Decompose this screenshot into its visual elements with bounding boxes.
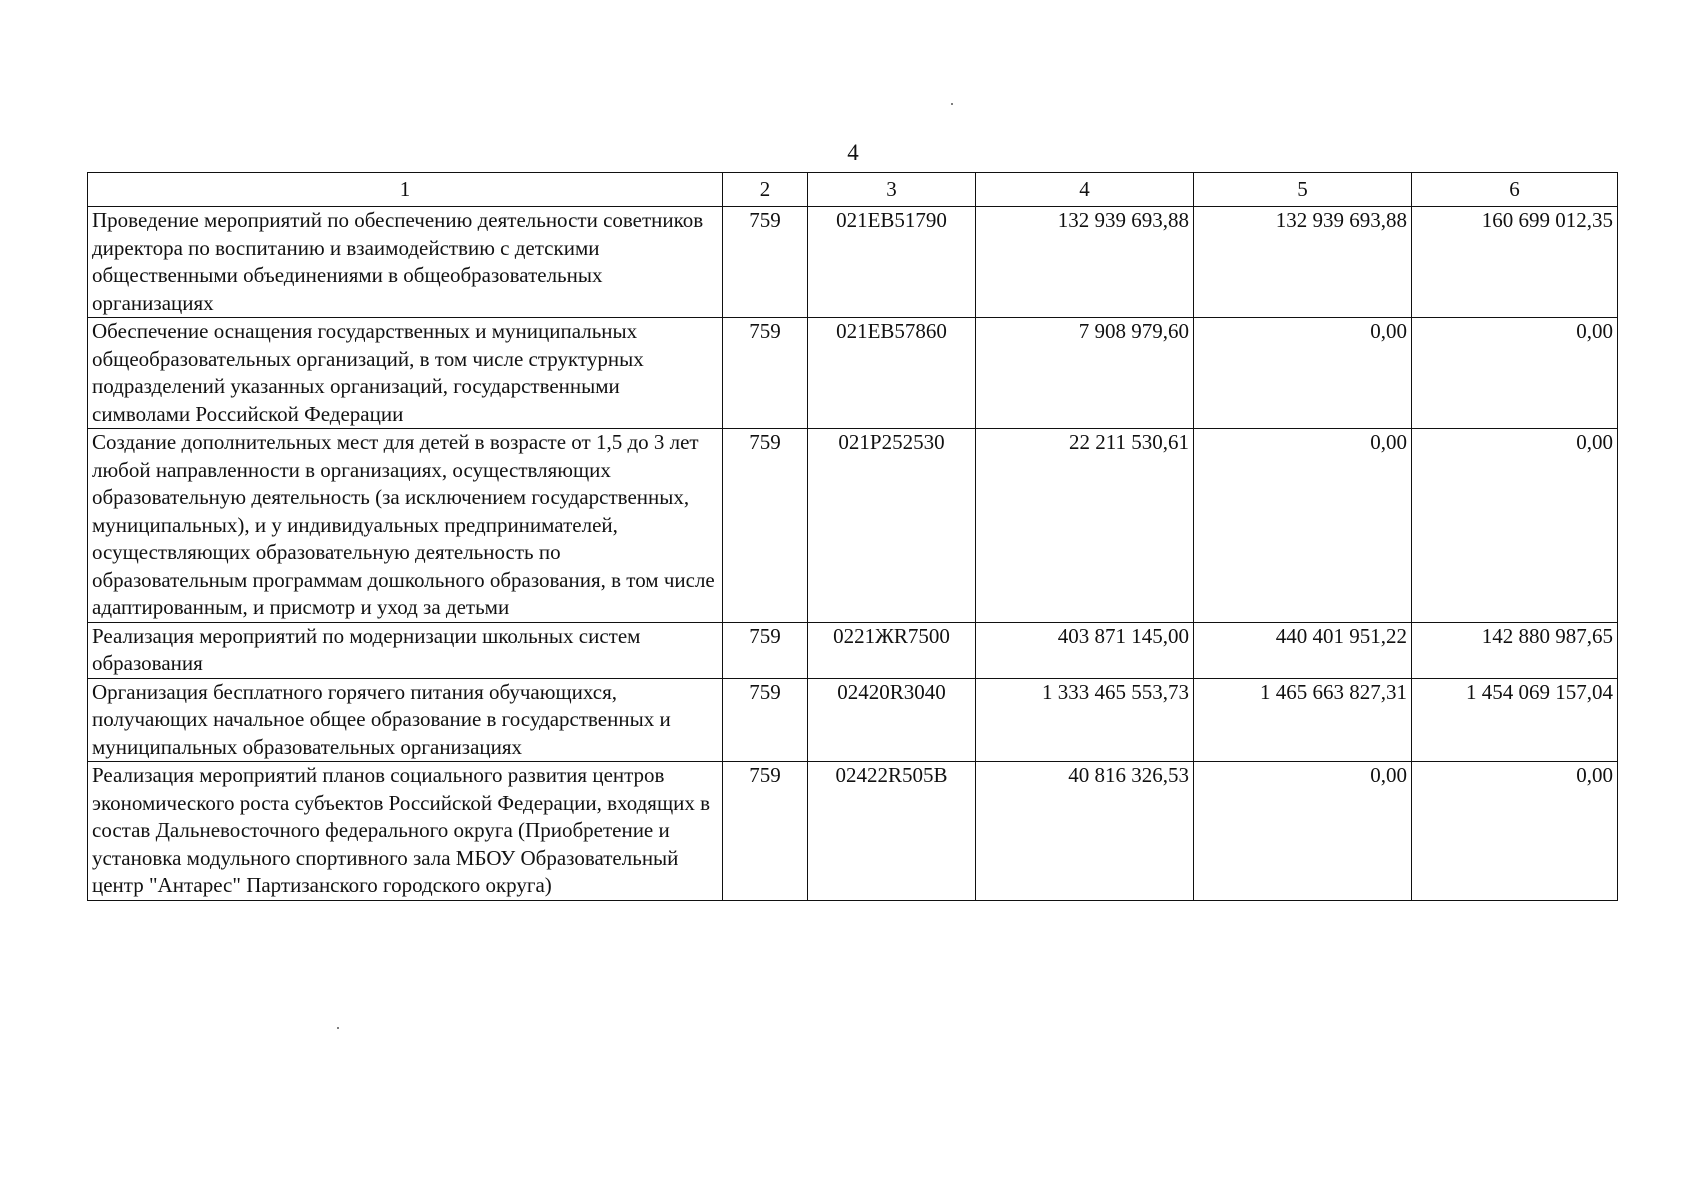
row-target-code: 021EB57860 — [808, 318, 976, 429]
row-name: Проведение мероприятий по обеспечению деятельности советников директора по воспитанию и взаимодействию с детскими общественными объединениями в общеобразовательных организациях — [88, 207, 723, 318]
row-amount-year1: 1 333 465 553,73 — [976, 678, 1194, 762]
row-org-code: 759 — [723, 762, 808, 901]
row-amount-year1: 40 816 326,53 — [976, 762, 1194, 901]
row-amount-year3: 1 454 069 157,04 — [1412, 678, 1618, 762]
row-target-code: 02422R505B — [808, 762, 976, 901]
scan-speck — [337, 1027, 339, 1029]
row-amount-year2: 440 401 951,22 — [1194, 622, 1412, 678]
row-target-code: 02420R3040 — [808, 678, 976, 762]
row-amount-year2: 1 465 663 827,31 — [1194, 678, 1412, 762]
row-target-code: 021EB51790 — [808, 207, 976, 318]
row-amount-year3: 0,00 — [1412, 762, 1618, 901]
table-header-row — [88, 173, 1618, 207]
row-name: Реализация мероприятий по модернизации школьных систем образования — [88, 622, 723, 678]
column-header-5: 5 — [1194, 173, 1412, 207]
row-org-code: 759 — [723, 429, 808, 623]
table-row — [88, 762, 1618, 901]
row-org-code: 759 — [723, 207, 808, 318]
row-name: Организация бесплатного горячего питания обучающихся, получающих начальное общее образование в государственных и муниципальных образовательных организациях — [88, 678, 723, 762]
row-amount-year3: 0,00 — [1412, 318, 1618, 429]
table-row — [88, 207, 1618, 318]
row-name: Обеспечение оснащения государственных и муниципальных общеобразовательных организаций, в том числе структурных подразделений указанных организаций, государственными символами Российской Федерации — [88, 318, 723, 429]
budget-table — [87, 172, 1618, 901]
row-name: Реализация мероприятий планов социального развития центров экономического роста субъектов Российской Федерации, входящих в состав Дальневосточного федерального округа (Приобретение и установка модульного спортивного зала МБОУ Образовательный центр "Антарес" Партизанского городского округа) — [88, 762, 723, 901]
row-amount-year3: 160 699 012,35 — [1412, 207, 1618, 318]
page-number: 4 — [847, 140, 859, 165]
column-header-6: 6 — [1412, 173, 1618, 207]
table-row — [88, 429, 1618, 623]
row-amount-year1: 22 211 530,61 — [976, 429, 1194, 623]
row-amount-year1: 403 871 145,00 — [976, 622, 1194, 678]
row-name: Создание дополнительных мест для детей в возрасте от 1,5 до 3 лет любой направленности в организациях, осуществляющих образовательную деятельность (за исключением государственных, муниципальных), и у индивидуальных предпринимателей, осуществляющих образовательную деятельность по образовательным программам дошкольного образования, в том числе адаптированным, и присмотр и уход за детьми — [88, 429, 723, 623]
row-target-code: 021P252530 — [808, 429, 976, 623]
row-org-code: 759 — [723, 622, 808, 678]
table-row — [88, 678, 1618, 762]
row-target-code: 0221ЖR7500 — [808, 622, 976, 678]
row-amount-year1: 132 939 693,88 — [976, 207, 1194, 318]
row-amount-year2: 0,00 — [1194, 429, 1412, 623]
column-header-4: 4 — [976, 173, 1194, 207]
row-org-code: 759 — [723, 678, 808, 762]
column-header-3: 3 — [808, 173, 976, 207]
column-header-2: 2 — [723, 173, 808, 207]
row-amount-year2: 0,00 — [1194, 318, 1412, 429]
scan-speck — [951, 103, 953, 105]
row-amount-year3: 142 880 987,65 — [1412, 622, 1618, 678]
table-row — [88, 318, 1618, 429]
table-row — [88, 622, 1618, 678]
row-amount-year2: 132 939 693,88 — [1194, 207, 1412, 318]
column-header-1: 1 — [88, 173, 723, 207]
row-amount-year3: 0,00 — [1412, 429, 1618, 623]
row-amount-year1: 7 908 979,60 — [976, 318, 1194, 429]
row-org-code: 759 — [723, 318, 808, 429]
row-amount-year2: 0,00 — [1194, 762, 1412, 901]
